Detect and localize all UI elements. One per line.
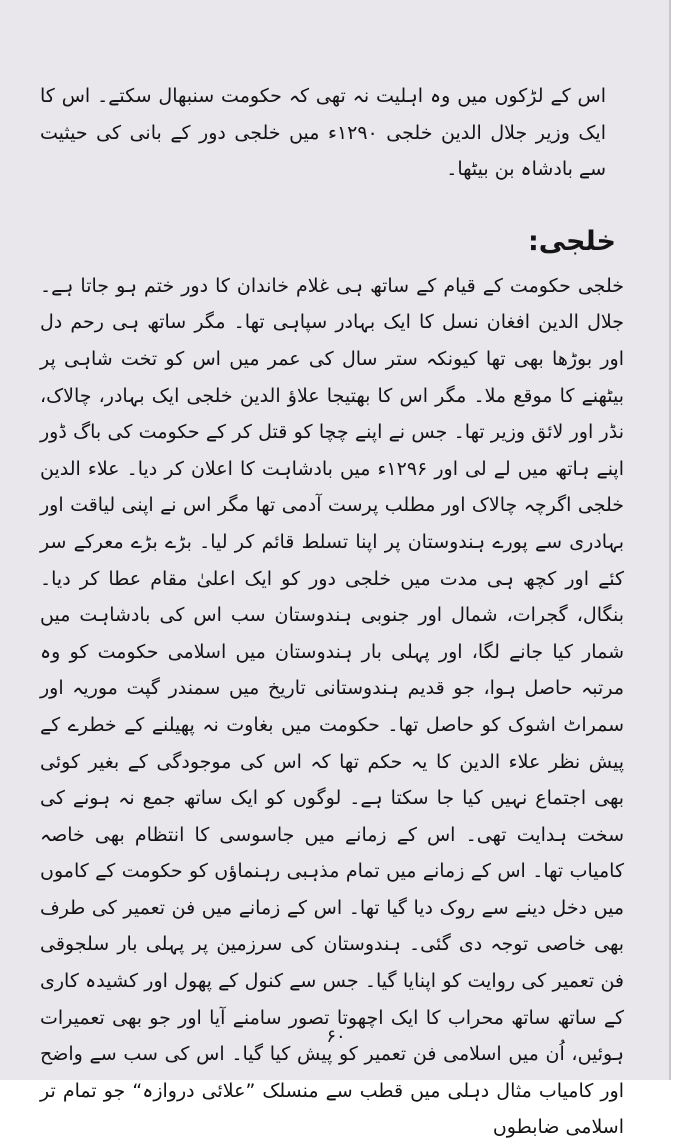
section-heading: خلجی: xyxy=(527,225,616,257)
intro-paragraph xyxy=(40,78,624,188)
page-number: ۶۰ xyxy=(326,1026,346,1047)
intro-text: اس کے لڑکوں میں وہ اہلیت نہ تھی کہ حکومت سنبھال سکتے۔ اس کا ایک وزیر جلال الدین خلجی ۱۲۹۰ء میں خلجی دور کے بانی کی حیثیت سے بادشاہ بن بیٹھا۔ xyxy=(40,85,606,181)
section-body xyxy=(40,268,624,1146)
page-content xyxy=(40,78,624,1146)
body-text: خلجی حکومت کے قیام کے ساتھ ہی غلام خاندان کا دور ختم ہو جاتا ہے۔ جلال الدین افغان نسل کا ایک بہادر سپاہی تھا۔ مگر ساتھ ہی رحم دل اور بوڑھا بھی تھا کیونکہ ستر سال کی عمر میں اس کو تخت شاہی پر بیٹھنے کا موقع ملا۔ مگر اس کا بھتیجا علاؤ الدین خلجی ایک بہادر، چالاک، نڈر اور لائق وزیر تھا۔ جس نے اپنے چچا کو قتل کر کے حکومت کی باگ ڈور اپنے ہاتھ میں لے لی اور ۱۲۹۶ء میں بادشاہت کا اعلان کر دیا۔ علاء الدین خلجی اگرچہ چالاک اور مطلب پرست آدمی تھا مگر اس نے اپنی لیاقت اور بہادری سے پورے ہندوستان پر اپنا تسلط قائم کر لیا۔ بڑے بڑے معرکے سر کئے اور کچھ ہی مدت میں خلجی دور کو ایک اعلیٰ مقام عطا کر دیا۔ بنگال، گجرات، شمال اور جنوبی ہندوستان سب اس کی بادشاہت میں شمار کیا جانے لگا، اور پہلی بار ہندوستان میں اسلامی حکومت کو وہ مرتبہ حاصل ہوا، جو قدیم ہندوستانی تاریخ میں سمندر گپت موریہ اور سمراٹ اشوک کو حاصل تھا۔ حکومت میں بغاوت نہ پھیلنے کے خطرے کے پیش نظر علاء الدین کا یہ حکم تھا کہ اس کی موجودگی کے بغیر کوئی بھی اجتماع نہیں کیا جا سکتا ہے۔ لوگوں کو ایک ساتھ جمع نہ ہونے کی سخت ہدایت تھی۔ اس کے زمانے میں جاسوسی کا انتظام بھی خاصہ کامیاب تھا۔ اس کے زمانے میں تمام مذہبی رہنماؤں کو حکومت کے کاموں میں دخل دینے سے روک دیا گیا تھا۔ اس کے زمانے میں فن تعمیر کی طرف بھی خاصی توجہ دی گئی۔ ہندوستان کی سرزمین پر پہلی بار سلجوقی فن تعمیر کی روایت کو اپنایا گیا۔ جس سے کنول کے پھول اور کشیدہ کاری کے ساتھ ساتھ محراب کا ایک اچھوتا تصور سامنے آیا اور جو بھی تعمیرات ہوئیں، اُن میں اسلامی فن تعمیر کو پیش کیا گیا۔ اس کی سب سے واضح اور کامیاب مثال دہلی میں قطب سے منسلک ”علائی دروازہ“ جو تمام تر اسلامی ضابطوں xyxy=(40,274,624,1139)
